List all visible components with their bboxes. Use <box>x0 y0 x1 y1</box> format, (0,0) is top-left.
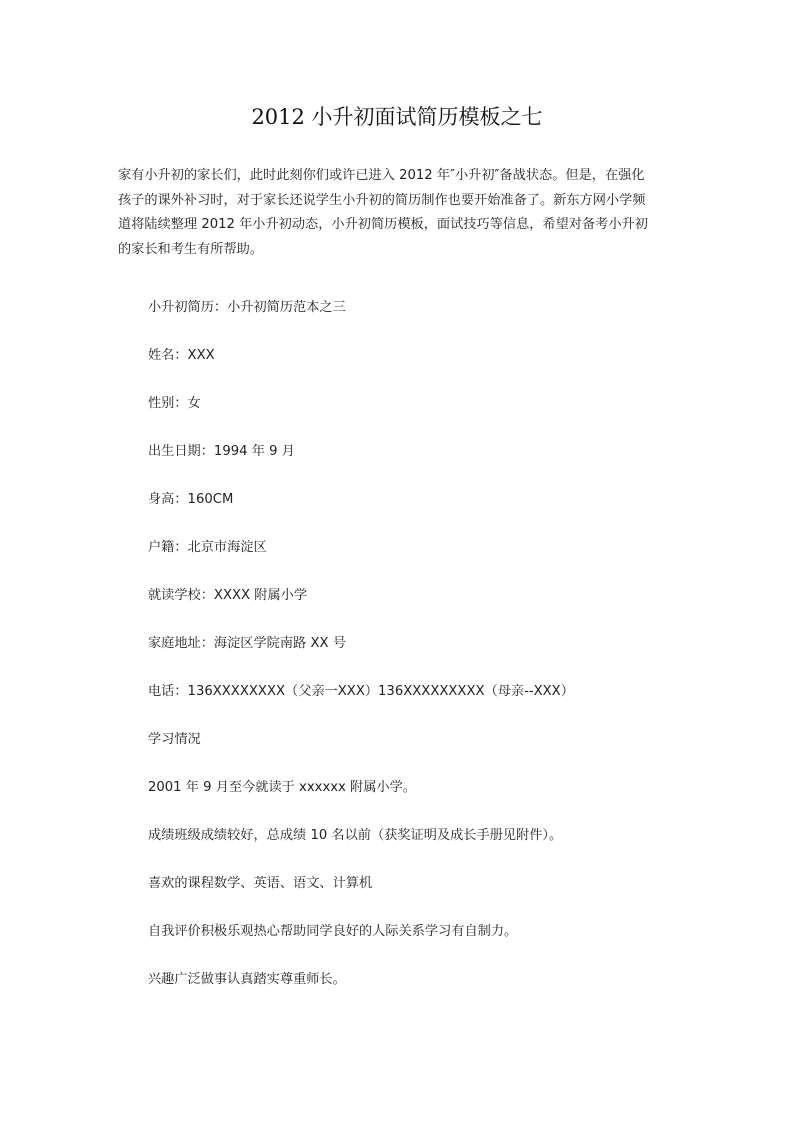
study-section-heading: 学习情况 <box>148 732 201 747</box>
intro-paragraph <box>118 164 678 262</box>
household-registration-field: 户籍：北京市海淀区 <box>148 540 267 555</box>
school-field: 就读学校：XXXX 附属小学 <box>148 588 308 603</box>
birth-date-field: 出生日期：1994 年 9 月 <box>148 444 295 459</box>
resume-heading: 小升初简历：小升初简历范本之三 <box>148 300 346 315</box>
name-field: 姓名：XXX <box>148 348 215 363</box>
intro-line: 孩子的课外补习时，对于家长还说学生小升初的简历制作也要开始准备了。新东方网小学频 <box>118 192 646 208</box>
intro-line: 道将陆续整理 2012 年小升初动态，小升初简历模板，面试技巧等信息，希望对备考小升初 <box>118 217 648 232</box>
intro-line: 的家长和考生有所帮助。 <box>118 241 264 257</box>
gender-field: 性别：女 <box>148 396 201 411</box>
self-evaluation-line: 自我评价积极乐观热心帮助同学良好的人际关系学习有自制力。 <box>148 924 518 939</box>
interests-line: 兴趣广泛做事认真踏实尊重师长。 <box>148 972 346 987</box>
phone-field: 电话：136XXXXXXXX（父亲一XXX）136XXXXXXXXX（母亲--XXX） <box>148 684 574 699</box>
favorite-courses-line: 喜欢的课程数学、英语、语文、计算机 <box>148 876 373 891</box>
intro-line: 家有小升初的家长们，此时此刻你们或许已进入 2012 年″小升初″备战状态。但是，在强化 <box>118 168 645 183</box>
study-history-line: 2001 年 9 月至今就读于 xxxxxx 附属小学。 <box>148 780 416 795</box>
height-field: 身高：160CM <box>148 492 234 507</box>
grades-line: 成绩班级成绩较好，总成绩 10 名以前（获奖证明及成长手册见附件）。 <box>148 828 563 843</box>
document-title: 2012 小升初面试简历模板之七 <box>251 105 543 129</box>
home-address-field: 家庭地址：海淀区学院南路 XX 号 <box>148 636 346 651</box>
